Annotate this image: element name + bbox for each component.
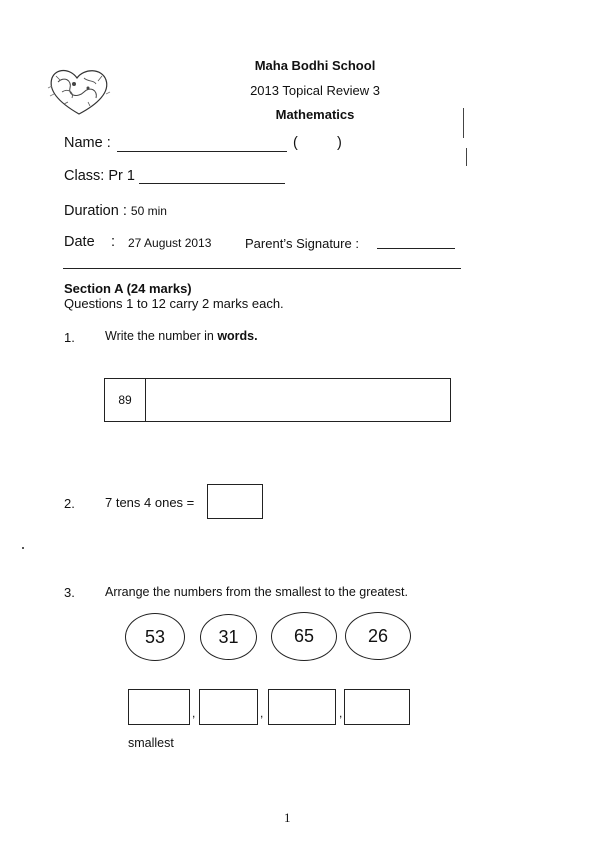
margin-mark: [463, 108, 464, 138]
question-2-text: 7 tens 4 ones =: [105, 495, 195, 510]
margin-mark: [466, 148, 467, 166]
date-value: 27 August 2013: [128, 236, 212, 250]
name-field[interactable]: [117, 137, 287, 152]
scan-dot: [22, 547, 24, 549]
question-1-words-field[interactable]: [145, 379, 448, 420]
school-name: Maha Bodhi School: [254, 58, 376, 73]
register-paren-open: (: [293, 135, 298, 151]
signature-field[interactable]: [377, 236, 455, 249]
answer-comma: ,: [339, 706, 343, 720]
section-title: Section A (24 marks): [64, 281, 192, 296]
question-1-number-cell: 89: [104, 378, 146, 422]
signature-label: Parent’s Signature :: [245, 236, 359, 251]
number-oval: 31: [200, 614, 257, 660]
question-1-text: [105, 329, 258, 343]
answer-box-4[interactable]: [344, 689, 410, 725]
section-instructions: Questions 1 to 12 carry 2 marks each.: [64, 296, 284, 311]
register-paren-close: ): [337, 135, 342, 151]
section-divider: [63, 268, 461, 269]
number-oval: 53: [125, 613, 185, 661]
question-2-answer-box[interactable]: [207, 484, 263, 519]
answer-comma: ,: [260, 706, 264, 720]
subject-title: Mathematics: [275, 107, 355, 122]
page-number: 1: [284, 810, 291, 825]
answer-box-2[interactable]: [199, 689, 258, 725]
answer-box-1[interactable]: [128, 689, 190, 725]
answer-comma: ,: [192, 706, 196, 720]
question-3-number: 3.: [64, 585, 75, 600]
school-logo: [44, 62, 114, 118]
class-label: Class: Pr 1: [64, 168, 135, 184]
duration-label: Duration :: [64, 203, 131, 219]
question-1-text-bold: words.: [217, 329, 258, 343]
class-field[interactable]: [139, 169, 285, 184]
answer-box-3[interactable]: [268, 689, 336, 725]
date-colon: :: [111, 234, 116, 250]
question-1-number: 1.: [64, 330, 75, 345]
number-oval: 65: [271, 612, 337, 661]
review-title: 2013 Topical Review 3: [250, 83, 380, 98]
duration-value: 50 min: [130, 204, 167, 218]
date-label: Date: [64, 234, 95, 250]
name-label: Name :: [64, 135, 111, 151]
duration-line: [64, 202, 167, 220]
question-3-text: Arrange the numbers from the smallest to the greatest.: [105, 585, 408, 599]
number-oval: 26: [345, 612, 411, 660]
smallest-label: smallest: [128, 736, 174, 750]
question-1-text-prefix: Write the number in: [105, 329, 218, 343]
question-2-number: 2.: [64, 496, 75, 511]
